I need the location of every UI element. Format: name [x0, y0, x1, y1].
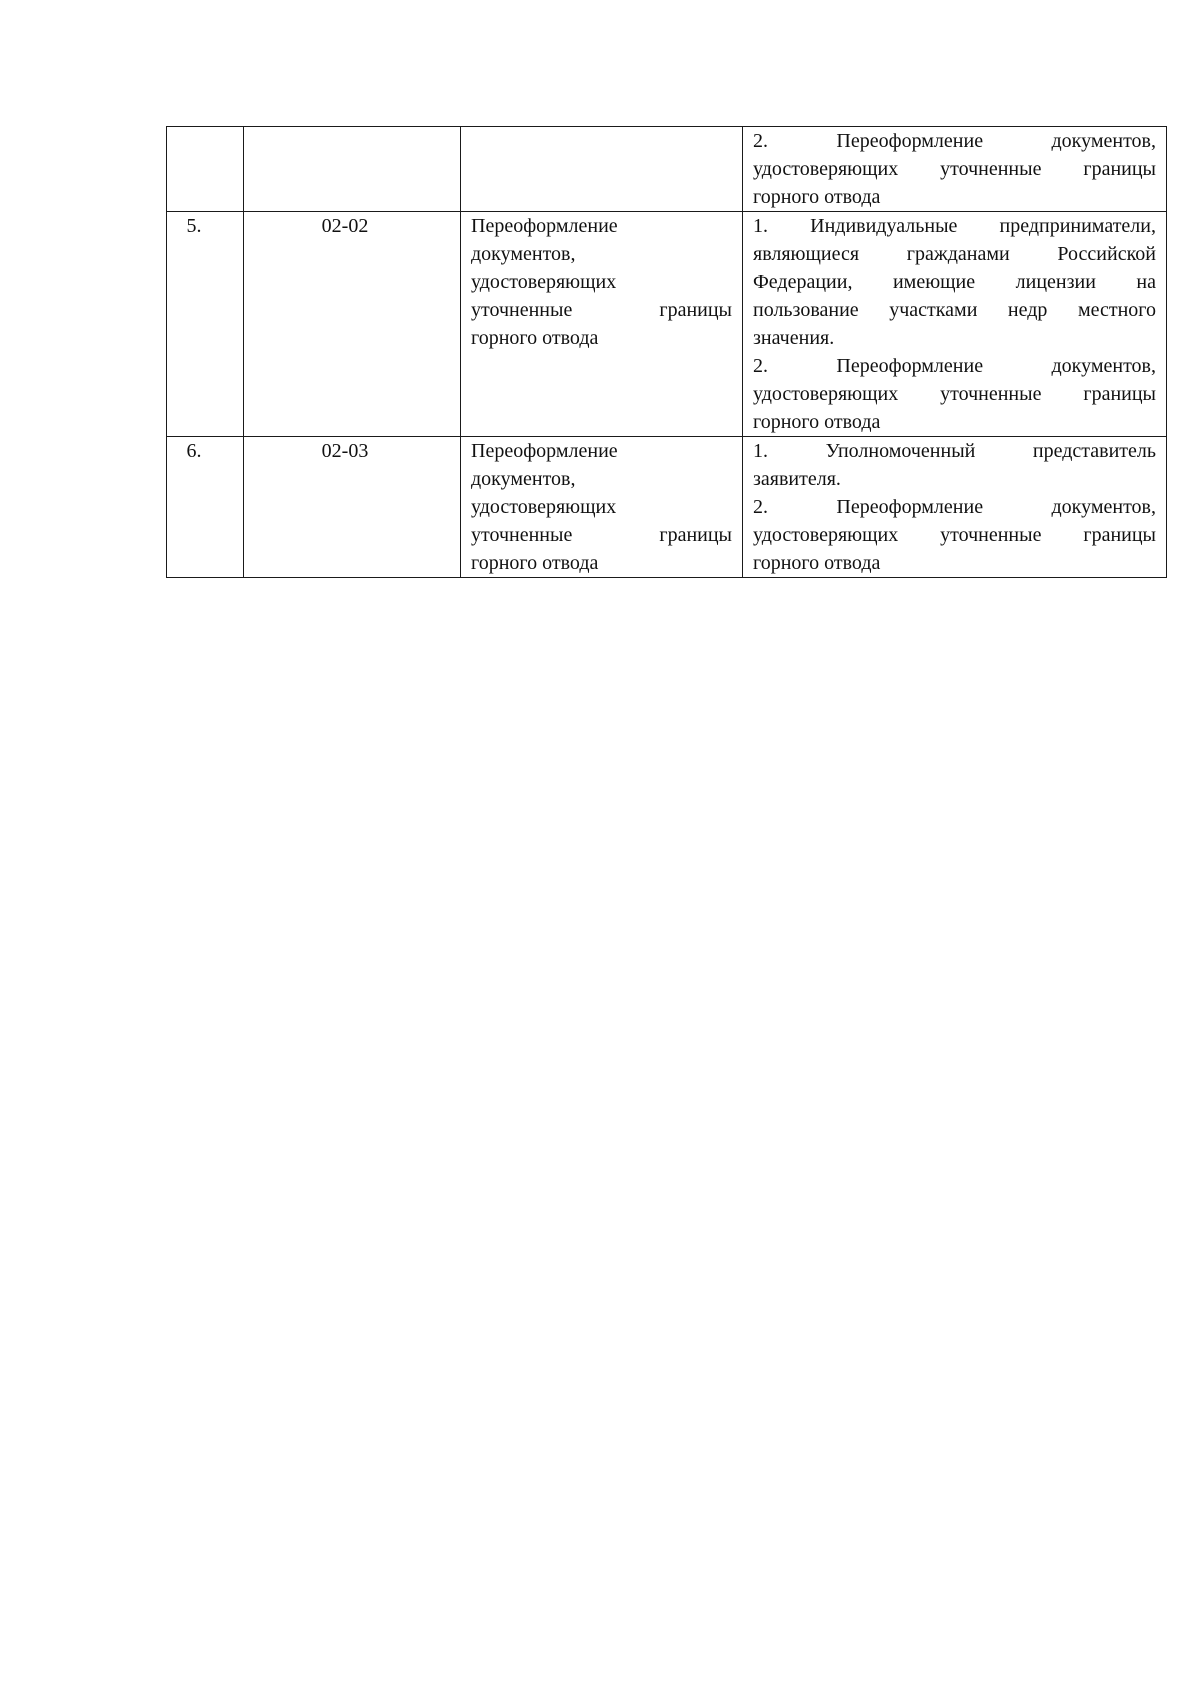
text-line: горного отвода	[753, 411, 881, 433]
row-number-cell	[167, 127, 244, 212]
applicants-cell	[743, 437, 1167, 578]
row-number-cell: 5.	[167, 212, 244, 437]
service-code-cell: 02-02	[244, 212, 461, 437]
text-line: 1. Индивидуальные предприниматели,	[753, 215, 1156, 237]
text-line: 2. Переоформление документов,	[753, 355, 1156, 377]
text-line: значения.	[753, 327, 835, 349]
applicant-item	[753, 437, 1156, 493]
service-code-cell: 02-03	[244, 437, 461, 578]
applicant-item	[753, 352, 1156, 436]
text-line: удостоверяющих уточненные границы	[753, 158, 1156, 180]
applicant-item	[753, 212, 1156, 352]
text-line: удостоверяющих	[471, 271, 617, 293]
text-line: горного отвода	[471, 552, 599, 574]
text-line: являющиеся гражданами Российской	[753, 243, 1156, 265]
applicant-item	[753, 493, 1156, 577]
text-line: уточненные границы	[471, 524, 732, 546]
text-line: Переоформление	[471, 440, 618, 462]
text-line: горного отвода	[753, 552, 881, 574]
text-line: 2. Переоформление документов,	[753, 496, 1156, 518]
service-name-cell	[461, 212, 743, 437]
text-line: удостоверяющих уточненные границы	[753, 383, 1156, 405]
text-line: заявителя.	[753, 468, 841, 490]
text-line: удостоверяющих	[471, 496, 617, 518]
text-line: документов,	[471, 468, 576, 490]
applicants-cell	[743, 127, 1167, 212]
row-number-cell: 6.	[167, 437, 244, 578]
text-line: Переоформление	[471, 215, 618, 237]
applicant-item	[753, 127, 1156, 211]
service-name-cell	[461, 437, 743, 578]
text-line: пользование участками недр местного	[753, 299, 1156, 321]
applicants-cell	[743, 212, 1167, 437]
text-line: горного отвода	[753, 186, 881, 208]
text-line: документов,	[471, 243, 576, 265]
text-line: 2. Переоформление документов,	[753, 130, 1156, 152]
service-name-cell	[461, 127, 743, 212]
service-code-cell	[244, 127, 461, 212]
services-table	[166, 126, 1167, 578]
table-row	[167, 212, 1167, 437]
text-line: Федерации, имеющие лицензии на	[753, 271, 1156, 293]
text-line: уточненные границы	[471, 299, 732, 321]
text-line: горного отвода	[471, 327, 599, 349]
text-line: 1. Уполномоченный представитель	[753, 440, 1156, 462]
table-row	[167, 127, 1167, 212]
text-line: удостоверяющих уточненные границы	[753, 524, 1156, 546]
table-row	[167, 437, 1167, 578]
